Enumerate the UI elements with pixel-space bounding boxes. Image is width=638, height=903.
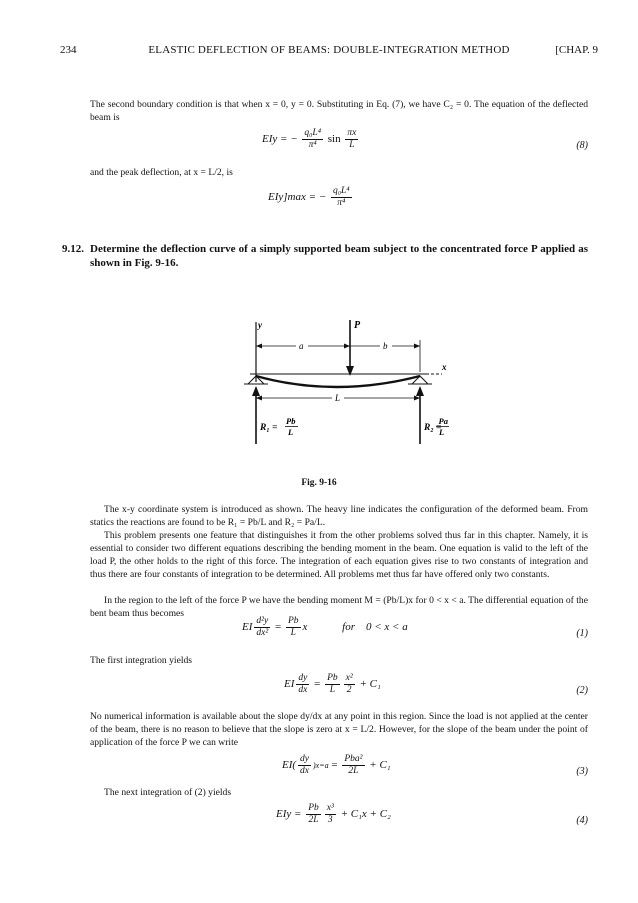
eq2-rhs: + C₁ — [359, 678, 381, 691]
eq2-frac3 — [344, 673, 355, 696]
problem-text: Determine the deflection curve of a simply supported beam subject to the concentrated force P applied as shown in Fig. 9-16. — [90, 243, 588, 269]
figure-caption: Fig. 9-16 — [301, 478, 337, 488]
eq3-lhs: EI( — [282, 759, 297, 772]
eq3-num: dy — [300, 754, 310, 764]
eq8-num2: πx — [347, 128, 357, 138]
paragraph-left-region: In the region to the left of the force P we have the bending moment M = (Pb/L)x for 0 < x < a. The differential equation of the bent beam thus becomes — [90, 595, 588, 619]
paragraph-boundary-condition: The second boundary condition is that when x = 0, y = 0. Substituting in Eq. (7), we have C₂ = 0. The equation of the deflected beam is — [90, 99, 588, 123]
paragraph-next-integration: The next integration of (2) yields — [104, 787, 232, 798]
label-L: L — [335, 393, 341, 403]
eq4-num: Pb — [308, 803, 319, 813]
peak-frac — [331, 186, 352, 209]
equation-4 — [276, 803, 391, 826]
label-R1-den: L — [288, 427, 294, 437]
eq1-den: dx² — [256, 628, 269, 638]
paragraph-coordinate-system: The x-y coordinate system is introduced as shown. The heavy line indicates the configuration of the deformed beam. From statics the reactions are found to be R₁ = Pb/L and R₂ = Pa/L. — [90, 504, 588, 528]
eq2-frac — [296, 673, 309, 696]
eq8-sin: sin — [327, 133, 341, 146]
label-b: b — [383, 341, 388, 351]
equation-8 — [262, 128, 360, 151]
eq1-num: d²y — [256, 616, 269, 626]
dim-L-left-arrow — [256, 396, 262, 401]
paragraph-two-equations: This problem presents one feature that distinguishes it from the other problems solved thus far in this chapter. Namely, it is essential to consider two different equations describing the bending moment in the beam. One equation is valid to the left of the load P, the other holds to the right of this force. The integration of each equation gives rise to two constants of integration and thus there are four constants of integration to be determined. All problems met thus far have offered only two constants. — [90, 530, 588, 580]
equation-2 — [284, 673, 381, 696]
eq2-label: (2) — [576, 685, 588, 696]
eq4-frac2 — [325, 803, 336, 826]
page-number: 234 — [60, 44, 77, 56]
peak-num: q₀L⁴ — [332, 186, 350, 196]
eq8-label: (8) — [576, 140, 588, 151]
label-R2: R₂ = — [424, 423, 442, 433]
eq3-frac2 — [342, 754, 364, 777]
eq1-num2: Pb — [287, 616, 299, 626]
eq3-frac — [298, 754, 311, 777]
dim-a-left-arrow — [256, 344, 262, 349]
eq1-frac2 — [286, 616, 301, 639]
eq2-den: dx — [298, 685, 308, 695]
eq1-lhs: EI — [242, 621, 253, 634]
reaction-R2-head — [416, 386, 424, 396]
eq8-num: q₀L⁴ — [304, 128, 322, 138]
equation-1 — [242, 616, 408, 639]
label-R2-num: Pa — [438, 416, 448, 426]
eq4-frac — [306, 803, 321, 826]
label-R1-num: Pb — [286, 416, 296, 426]
label-R1: R₁ = — [260, 423, 278, 433]
equation-peak — [268, 186, 354, 209]
paragraph-slope-info: No numerical information is available about the slope dy/dx at any point in this region. Since the load is not applied at the center of the beam, there is no reason to believe that the slope is zero at x = L/2. However, for the slope of the beam under the point of application of the force P we can write — [90, 711, 588, 748]
figure-9-16 — [220, 312, 450, 472]
equation-3 — [282, 754, 391, 777]
label-x: x — [442, 362, 447, 372]
eq4-den2: 3 — [327, 815, 333, 825]
eq2-lhs: EI — [284, 678, 295, 691]
eq2-frac2 — [325, 673, 340, 696]
chapter-label: [CHAP. 9 — [555, 44, 598, 56]
eq4-num2: x³ — [326, 803, 334, 813]
eq8-frac — [302, 128, 323, 151]
dim-L-right-arrow — [414, 396, 420, 401]
running-title: ELASTIC DEFLECTION OF BEAMS: DOUBLE-INTEGRATION METHOD — [148, 44, 510, 56]
label-P: P — [354, 320, 361, 331]
eq8-den: π⁴ — [308, 140, 317, 150]
eq2-num: dy — [298, 673, 308, 683]
eq2-equals: = — [314, 678, 321, 691]
dim-b-right-arrow — [414, 344, 420, 349]
eq1-condition: for 0 < x < a — [342, 621, 408, 634]
page-header — [60, 44, 598, 56]
reaction-R1-head — [252, 386, 260, 396]
eq2-num2: Pb — [327, 673, 338, 683]
eq2-den2: L — [329, 685, 335, 695]
paragraph-peak-deflection: and the peak deflection, at x = L/2, is — [90, 167, 233, 178]
peak-den: π⁴ — [337, 198, 346, 208]
eq1-label: (1) — [576, 628, 588, 639]
eq3-subscript: )x=a — [313, 761, 329, 771]
eq1-den2: L — [290, 628, 296, 638]
label-a: a — [299, 341, 304, 351]
eq8-lhs: EIy = − — [262, 133, 298, 146]
eq8-frac2 — [345, 128, 358, 151]
eq3-label: (3) — [576, 766, 588, 777]
eq4-label: (4) — [576, 815, 588, 826]
label-y: y — [258, 320, 262, 330]
eq1-frac — [254, 616, 270, 639]
eq8-den2: L — [349, 140, 355, 150]
eq2-num3: x² — [345, 673, 353, 683]
eq1-rhs: x — [302, 621, 308, 634]
dim-a-right-arrow — [344, 344, 350, 349]
eq1-equals: = — [274, 621, 282, 634]
eq4-lhs: EIy = — [276, 808, 302, 821]
eq4-rhs: + C₁x + C₂ — [340, 808, 391, 821]
eq2-den3: 2 — [346, 685, 352, 695]
problem-number: 9.12. — [62, 243, 84, 255]
beam-deflected — [256, 376, 420, 387]
eq3-equals: = — [331, 759, 338, 772]
eq3-den: dx — [300, 766, 310, 776]
label-R2-den: L — [439, 427, 445, 437]
eq3-rhs: + C₁ — [369, 759, 391, 772]
eq3-num2: Pba² — [344, 754, 363, 764]
eq4-den: 2L — [308, 815, 319, 825]
eq3-den2: 2L — [348, 766, 359, 776]
problem-9-12 — [62, 242, 588, 269]
peak-lhs: EIy]max = − — [268, 191, 327, 204]
paragraph-first-integration: The first integration yields — [90, 655, 193, 666]
